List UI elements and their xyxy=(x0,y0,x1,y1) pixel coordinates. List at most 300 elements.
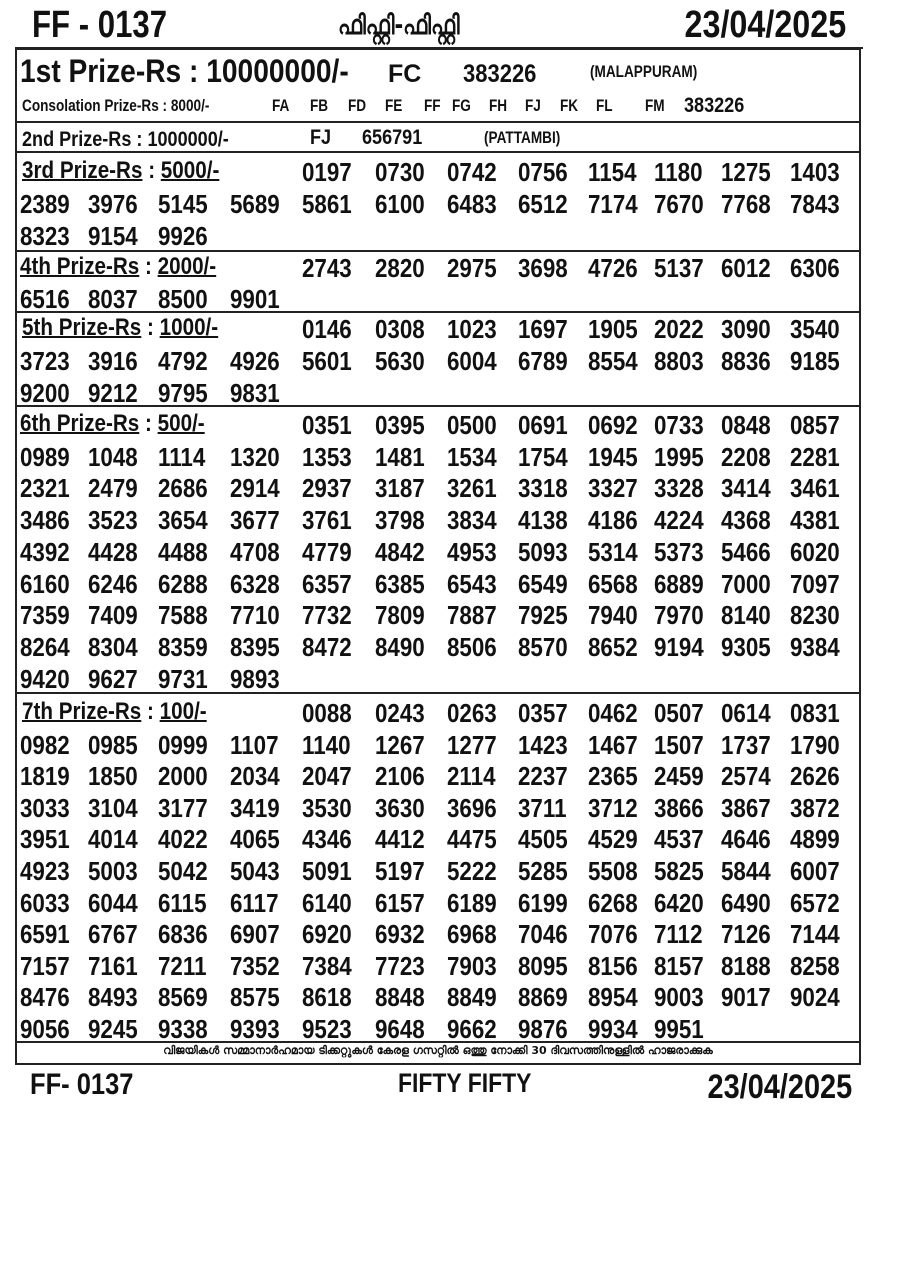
prize-number: 5508 xyxy=(588,856,638,886)
prize-number: 4923 xyxy=(20,856,70,886)
prize-number: 7097 xyxy=(790,568,840,599)
prize-number: 6512 xyxy=(518,189,568,219)
prize-number: 6246 xyxy=(88,568,138,599)
prize-number: 0308 xyxy=(375,314,425,344)
prize-number: 3712 xyxy=(588,792,638,823)
prize-number: 5861 xyxy=(302,189,352,219)
prize-number: 4529 xyxy=(588,824,638,855)
prize-number: 9831 xyxy=(230,378,280,408)
prize-number: 2034 xyxy=(230,761,280,792)
prize-number: 7732 xyxy=(302,600,352,631)
first-prize-series: FC xyxy=(388,60,422,88)
prize-number: 1107 xyxy=(230,729,279,760)
prize-number: 6100 xyxy=(375,189,425,219)
divider xyxy=(15,692,861,694)
prize-number: 6836 xyxy=(158,919,208,950)
prize-number: 0691 xyxy=(518,410,568,440)
prize-number: 6044 xyxy=(88,887,138,918)
prize-number: 4392 xyxy=(20,536,70,567)
consolation-series: FL xyxy=(596,96,613,115)
prize-number: 8472 xyxy=(302,631,352,662)
prize-number: 6157 xyxy=(375,887,425,918)
prize-number: 8258 xyxy=(790,950,840,981)
prize-number: 2459 xyxy=(654,761,704,792)
consolation-series: FJ xyxy=(525,96,541,115)
fourth-prize-label: 4th Prize-Rs : 2000/- xyxy=(20,253,217,280)
prize-number: 3033 xyxy=(20,792,70,823)
prize-number: 5091 xyxy=(302,856,352,886)
prize-number: 9024 xyxy=(790,982,840,1013)
prize-number: 0999 xyxy=(158,729,208,760)
consolation-series: FA xyxy=(272,96,290,115)
prize-number: 0395 xyxy=(375,410,425,440)
prize-number: 3540 xyxy=(790,314,840,344)
prize-number: 2626 xyxy=(790,761,840,792)
prize-number: 6568 xyxy=(588,568,638,599)
prize-number: 7144 xyxy=(790,919,840,950)
prize-number: 6288 xyxy=(158,568,208,599)
prize-number: 6140 xyxy=(302,887,352,918)
prize-number: 8395 xyxy=(230,631,280,662)
prize-number: 8156 xyxy=(588,950,638,981)
prize-number: 8575 xyxy=(230,982,280,1013)
prize-number: 5630 xyxy=(375,346,425,376)
draw-date: 23/04/2025 xyxy=(684,4,846,46)
prize-number: 1737 xyxy=(721,729,771,760)
prize-number: 7384 xyxy=(302,950,352,981)
divider xyxy=(15,311,861,313)
second-prize-label: 2nd Prize-Rs : 1000000/- xyxy=(22,128,229,151)
prize-number: 1180 xyxy=(654,157,703,187)
prize-number: 8848 xyxy=(375,982,425,1013)
prize-number: 2743 xyxy=(302,253,352,283)
prize-number: 1995 xyxy=(654,441,704,472)
prize-number: 1905 xyxy=(588,314,638,344)
prize-number: 9523 xyxy=(302,1014,352,1044)
prize-number: 8359 xyxy=(158,631,208,662)
prize-number: 2820 xyxy=(375,253,425,283)
second-prize-place: (PATTAMBI) xyxy=(484,128,561,147)
prize-number: 5314 xyxy=(588,536,638,567)
prize-number: 6889 xyxy=(654,568,704,599)
prize-number: 2114 xyxy=(447,761,496,792)
prize-number: 5197 xyxy=(375,856,425,886)
prize-number: 2208 xyxy=(721,441,771,472)
draw-code: FF - 0137 xyxy=(32,4,168,46)
prize-number: 5601 xyxy=(302,346,352,376)
prize-number: 6572 xyxy=(790,887,840,918)
prize-number: 6907 xyxy=(230,919,280,950)
prize-number: 5689 xyxy=(230,189,280,219)
prize-number: 2047 xyxy=(302,761,352,792)
prize-number: 7710 xyxy=(230,600,280,631)
consolation-series: FD xyxy=(348,96,367,115)
prize-number: 4412 xyxy=(375,824,425,855)
prize-number: 1534 xyxy=(447,441,497,472)
prize-number: 9893 xyxy=(230,663,280,694)
divider xyxy=(15,151,861,153)
prize-number: 5373 xyxy=(654,536,704,567)
prize-number: 6591 xyxy=(20,919,70,950)
prize-number: 9795 xyxy=(158,378,208,408)
prize-number: 4065 xyxy=(230,824,280,855)
lottery-title-malayalam: ഫിഫ്റ്റി-ഫിഫ്റ്റി xyxy=(338,10,460,41)
prize-number: 1697 xyxy=(518,314,568,344)
first-prize-label: 1st Prize-Rs : 10000000/- xyxy=(20,53,349,89)
consolation-series: FH xyxy=(489,96,508,115)
prize-number: 0982 xyxy=(20,729,70,760)
prize-number: 7768 xyxy=(721,189,771,219)
prize-number: 6767 xyxy=(88,919,138,950)
prize-number: 0462 xyxy=(588,698,638,728)
consolation-series: FG xyxy=(452,96,471,115)
prize-number: 1353 xyxy=(302,441,352,472)
prize-number: 3654 xyxy=(158,505,208,536)
prize-number: 9420 xyxy=(20,663,70,694)
prize-number: 4779 xyxy=(302,536,352,567)
prize-number: 0351 xyxy=(302,410,352,440)
prize-number: 7359 xyxy=(20,600,70,631)
prize-number: 7843 xyxy=(790,189,840,219)
prize-number: 1277 xyxy=(447,729,497,760)
prize-number: 9003 xyxy=(654,982,704,1013)
prize-number: 7970 xyxy=(654,600,704,631)
prize-number: 3486 xyxy=(20,505,70,536)
prize-number: 4505 xyxy=(518,824,568,855)
prize-number: 9338 xyxy=(158,1014,208,1044)
prize-number: 3530 xyxy=(302,792,352,823)
prize-number: 7352 xyxy=(230,950,280,981)
prize-number: 6516 xyxy=(20,284,70,314)
prize-number: 8849 xyxy=(447,982,497,1013)
prize-number: 4726 xyxy=(588,253,638,283)
prize-number: 3951 xyxy=(20,824,70,855)
prize-number: 2000 xyxy=(158,761,208,792)
prize-number: 1023 xyxy=(447,314,497,344)
prize-number: 7723 xyxy=(375,950,425,981)
divider xyxy=(15,121,861,123)
divider xyxy=(15,250,861,252)
prize-number: 3723 xyxy=(20,346,70,376)
footer-title: FIFTY FIFTY xyxy=(398,1068,532,1098)
prize-number: 3872 xyxy=(790,792,840,823)
prize-number: 0692 xyxy=(588,410,638,440)
prize-number: 3916 xyxy=(88,346,138,376)
second-prize-number: 656791 xyxy=(362,126,423,149)
prize-number: 7409 xyxy=(88,600,138,631)
prize-number: 4792 xyxy=(158,346,208,376)
prize-number: 6115 xyxy=(158,887,207,918)
prize-number: 7940 xyxy=(588,600,638,631)
prize-number: 4899 xyxy=(790,824,840,855)
prize-number: 0357 xyxy=(518,698,568,728)
prize-number: 6490 xyxy=(721,887,771,918)
prize-number: 6007 xyxy=(790,856,840,886)
prize-number: 6357 xyxy=(302,568,352,599)
prize-number: 6328 xyxy=(230,568,280,599)
prize-number: 6117 xyxy=(230,887,279,918)
first-prize-place: (MALAPPURAM) xyxy=(590,62,698,81)
sixth-prize-label: 6th Prize-Rs : 500/- xyxy=(20,410,205,437)
footer-date: 23/04/2025 xyxy=(707,1068,852,1106)
prize-number: 3711 xyxy=(518,792,567,823)
prize-number: 4014 xyxy=(88,824,138,855)
prize-number: 8554 xyxy=(588,346,638,376)
prize-number: 9662 xyxy=(447,1014,497,1044)
prize-number: 0733 xyxy=(654,410,704,440)
consolation-series: FB xyxy=(310,96,329,115)
third-prize-label: 3rd Prize-Rs : 5000/- xyxy=(22,157,220,184)
prize-number: 7157 xyxy=(20,950,70,981)
prize-number: 8490 xyxy=(375,631,425,662)
prize-number: 6543 xyxy=(447,568,497,599)
prize-number: 5043 xyxy=(230,856,280,886)
prize-number: 3104 xyxy=(88,792,138,823)
prize-number: 1267 xyxy=(375,729,425,760)
prize-number: 1467 xyxy=(588,729,638,760)
prize-number: 3696 xyxy=(447,792,497,823)
prize-number: 1114 xyxy=(158,441,206,472)
result-header xyxy=(0,0,904,48)
prize-number: 6160 xyxy=(20,568,70,599)
prize-number: 4646 xyxy=(721,824,771,855)
prize-number: 8188 xyxy=(721,950,771,981)
prize-number: 3867 xyxy=(721,792,771,823)
consolation-series: FE xyxy=(385,96,403,115)
prize-number: 8618 xyxy=(302,982,352,1013)
prize-number: 4428 xyxy=(88,536,138,567)
prize-number: 6932 xyxy=(375,919,425,950)
prize-number: 9194 xyxy=(654,631,704,662)
prize-number: 5145 xyxy=(158,189,208,219)
prize-number: 9154 xyxy=(88,221,138,251)
prize-number: 0146 xyxy=(302,314,352,344)
prize-number: 5137 xyxy=(654,253,704,283)
consolation-series: FM xyxy=(645,96,665,115)
prize-number: 6789 xyxy=(518,346,568,376)
prize-number: 1507 xyxy=(654,729,704,760)
prize-number: 0263 xyxy=(447,698,497,728)
prize-number: 7903 xyxy=(447,950,497,981)
prize-number: 8836 xyxy=(721,346,771,376)
prize-number: 2479 xyxy=(88,473,138,504)
first-prize-number: 383226 xyxy=(463,60,537,88)
prize-number: 4842 xyxy=(375,536,425,567)
prize-number: 6549 xyxy=(518,568,568,599)
prize-number: 6483 xyxy=(447,189,497,219)
prize-number: 0197 xyxy=(302,157,352,187)
prize-number: 8323 xyxy=(20,221,70,251)
prize-number: 0243 xyxy=(375,698,425,728)
prize-number: 3261 xyxy=(447,473,497,504)
prize-number: 0730 xyxy=(375,157,425,187)
prize-number: 9212 xyxy=(88,378,138,408)
prize-number: 4926 xyxy=(230,346,280,376)
prize-number: 4224 xyxy=(654,505,704,536)
prize-number: 2365 xyxy=(588,761,638,792)
prize-number: 9245 xyxy=(88,1014,138,1044)
prize-number: 6033 xyxy=(20,887,70,918)
consolation-number: 383226 xyxy=(684,94,745,117)
prize-number: 1481 xyxy=(375,441,425,472)
prize-number: 9056 xyxy=(20,1014,70,1044)
prize-number: 1320 xyxy=(230,441,280,472)
prize-number: 0848 xyxy=(721,410,771,440)
prize-number: 8869 xyxy=(518,982,568,1013)
prize-number: 1048 xyxy=(88,441,138,472)
prize-number: 4368 xyxy=(721,505,771,536)
prize-number: 8476 xyxy=(20,982,70,1013)
prize-number: 5844 xyxy=(721,856,771,886)
prize-number: 3414 xyxy=(721,473,771,504)
prize-number: 4475 xyxy=(447,824,497,855)
prize-number: 8954 xyxy=(588,982,638,1013)
prize-number: 9200 xyxy=(20,378,70,408)
prize-number: 6020 xyxy=(790,536,840,567)
prize-number: 9648 xyxy=(375,1014,425,1044)
prize-number: 3327 xyxy=(588,473,638,504)
prize-number: 7000 xyxy=(721,568,771,599)
prize-number: 5003 xyxy=(88,856,138,886)
prize-number: 6420 xyxy=(654,887,704,918)
prize-number: 1423 xyxy=(518,729,568,760)
prize-number: 7670 xyxy=(654,189,704,219)
prize-number: 4346 xyxy=(302,824,352,855)
prize-number: 3090 xyxy=(721,314,771,344)
prize-number: 0989 xyxy=(20,441,70,472)
prize-number: 4186 xyxy=(588,505,638,536)
prize-number: 9185 xyxy=(790,346,840,376)
prize-number: 3677 xyxy=(230,505,280,536)
prize-number: 9934 xyxy=(588,1014,638,1044)
prize-number: 0985 xyxy=(88,729,138,760)
prize-number: 3798 xyxy=(375,505,425,536)
prize-number: 2914 xyxy=(230,473,280,504)
prize-number: 1154 xyxy=(588,157,637,187)
footer-draw-code: FF- 0137 xyxy=(30,1068,134,1101)
prize-number: 5825 xyxy=(654,856,704,886)
prize-number: 2281 xyxy=(790,441,840,472)
prize-number: 9305 xyxy=(721,631,771,662)
prize-number: 0756 xyxy=(518,157,568,187)
prize-number: 1754 xyxy=(518,441,568,472)
prize-number: 7046 xyxy=(518,919,568,950)
prize-number: 1140 xyxy=(302,729,351,760)
prize-number: 1275 xyxy=(721,157,771,187)
prize-number: 8493 xyxy=(88,982,138,1013)
prize-number: 7809 xyxy=(375,600,425,631)
prize-number: 8157 xyxy=(654,950,704,981)
prize-number: 6199 xyxy=(518,887,568,918)
prize-number: 5285 xyxy=(518,856,568,886)
prize-number: 8500 xyxy=(158,284,208,314)
prize-number: 8095 xyxy=(518,950,568,981)
prize-number: 9627 xyxy=(88,663,138,694)
consolation-label: Consolation Prize-Rs : 8000/- xyxy=(22,96,210,115)
prize-number: 5042 xyxy=(158,856,208,886)
prize-number: 8652 xyxy=(588,631,638,662)
prize-number: 8570 xyxy=(518,631,568,662)
prize-number: 3630 xyxy=(375,792,425,823)
divider xyxy=(15,405,861,407)
prize-number: 7161 xyxy=(88,950,138,981)
prize-number: 8803 xyxy=(654,346,704,376)
seventh-prize-label: 7th Prize-Rs : 100/- xyxy=(22,698,207,725)
prize-number: 2389 xyxy=(20,189,70,219)
prize-number: 6306 xyxy=(790,253,840,283)
prize-number: 9393 xyxy=(230,1014,280,1044)
prize-number: 7887 xyxy=(447,600,497,631)
prize-number: 9926 xyxy=(158,221,208,251)
prize-number: 0507 xyxy=(654,698,704,728)
prize-number: 3976 xyxy=(88,189,138,219)
prize-number: 6004 xyxy=(447,346,497,376)
prize-number: 3177 xyxy=(158,792,208,823)
prize-number: 9901 xyxy=(230,284,280,314)
prize-number: 3328 xyxy=(654,473,704,504)
prize-number: 0742 xyxy=(447,157,497,187)
prize-number: 5466 xyxy=(721,536,771,567)
prize-number: 6012 xyxy=(721,253,771,283)
fifth-prize-label: 5th Prize-Rs : 1000/- xyxy=(22,314,219,341)
prize-number: 9017 xyxy=(721,982,771,1013)
prize-number: 3187 xyxy=(375,473,425,504)
prize-number: 4022 xyxy=(158,824,208,855)
prize-number: 6189 xyxy=(447,887,497,918)
prize-number: 4953 xyxy=(447,536,497,567)
prize-number: 2022 xyxy=(654,314,704,344)
prize-number: 2106 xyxy=(375,761,425,792)
prize-number: 6268 xyxy=(588,887,638,918)
prize-number: 0088 xyxy=(302,698,352,728)
prize-number: 2937 xyxy=(302,473,352,504)
second-prize-series: FJ xyxy=(310,126,332,149)
prize-number: 9731 xyxy=(158,663,208,694)
prize-number: 3523 xyxy=(88,505,138,536)
prize-number: 6920 xyxy=(302,919,352,950)
prize-number: 3866 xyxy=(654,792,704,823)
prize-number: 8506 xyxy=(447,631,497,662)
prize-number: 7588 xyxy=(158,600,208,631)
consolation-series: FK xyxy=(560,96,579,115)
prize-number: 3698 xyxy=(518,253,568,283)
prize-number: 4537 xyxy=(654,824,704,855)
prize-number: 2975 xyxy=(447,253,497,283)
prize-number: 7925 xyxy=(518,600,568,631)
prize-number: 1819 xyxy=(20,761,70,792)
prize-number: 3761 xyxy=(302,505,352,536)
prize-number: 8264 xyxy=(20,631,70,662)
divider xyxy=(15,1041,861,1043)
prize-number: 2237 xyxy=(518,761,568,792)
prize-number: 5093 xyxy=(518,536,568,567)
prize-number: 7174 xyxy=(588,189,638,219)
consolation-series: FF xyxy=(424,96,441,115)
prize-number: 1850 xyxy=(88,761,138,792)
prize-number: 8140 xyxy=(721,600,771,631)
prize-number: 3318 xyxy=(518,473,568,504)
prize-number: 0614 xyxy=(721,698,771,728)
prize-number: 9951 xyxy=(654,1014,704,1044)
prize-number: 7112 xyxy=(654,919,703,950)
prize-number: 7126 xyxy=(721,919,771,950)
prize-number: 3834 xyxy=(447,505,497,536)
prize-number: 7076 xyxy=(588,919,638,950)
prize-number: 1403 xyxy=(790,157,840,187)
prize-number: 8569 xyxy=(158,982,208,1013)
prize-number: 0857 xyxy=(790,410,840,440)
prize-number: 6968 xyxy=(447,919,497,950)
